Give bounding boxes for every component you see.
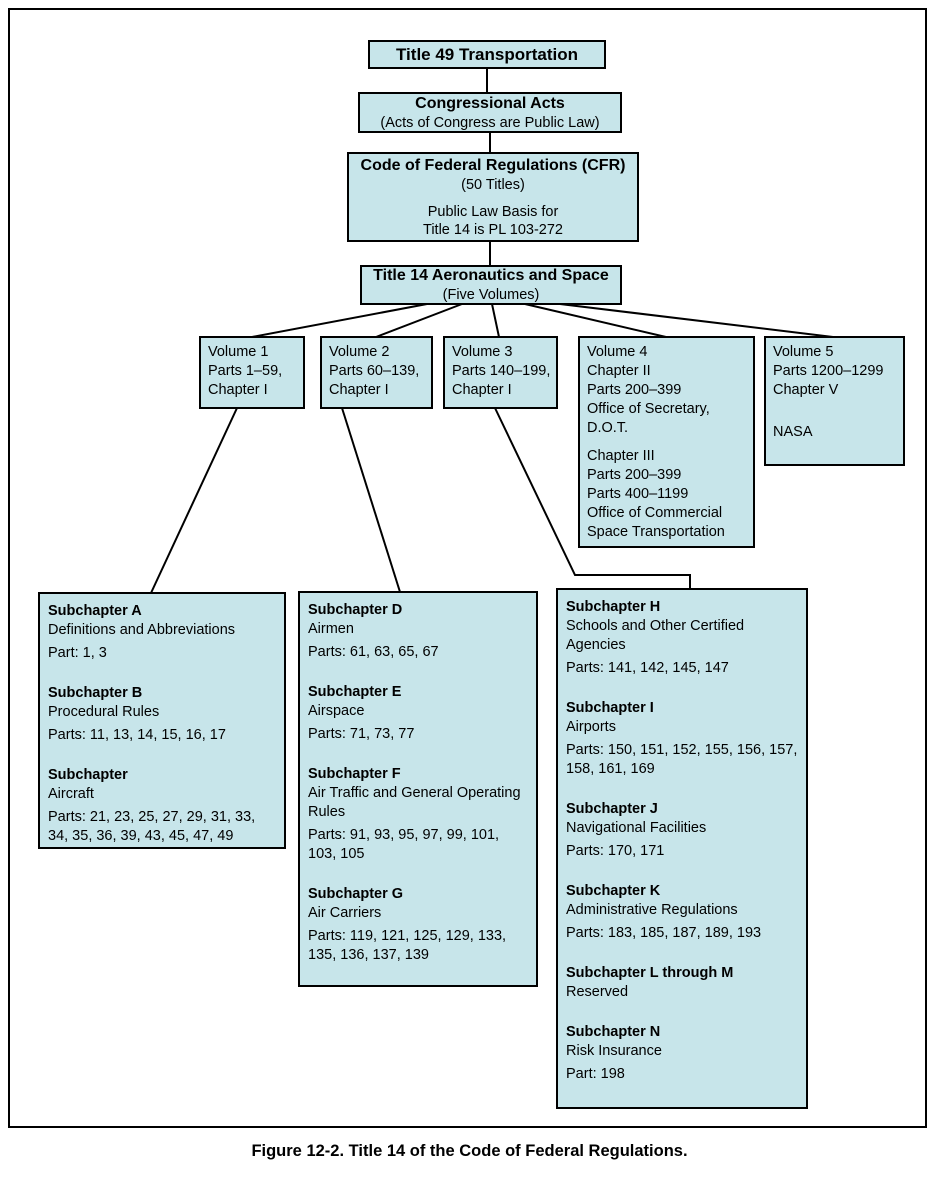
subchapter-group-f bbox=[308, 765, 528, 864]
subchapter-heading: Subchapter A bbox=[48, 603, 142, 619]
box-volume-2 bbox=[320, 336, 433, 409]
subchapter-parts: Parts: 170, 171 bbox=[566, 843, 665, 859]
subchapter-heading: Subchapter B bbox=[48, 685, 143, 701]
subchapter-heading: Subchapter J bbox=[566, 801, 658, 817]
subchapter-parts: Parts: 71, 73, 77 bbox=[308, 726, 415, 742]
subchapter-desc: Air Carriers bbox=[308, 905, 382, 921]
volume-3-line: Volume 3 bbox=[452, 344, 513, 360]
connector-vol1-subA bbox=[151, 408, 237, 593]
subchapter-parts: Parts: 150, 151, 152, 155, 156, 157, 158, 161, 169 bbox=[566, 742, 798, 777]
subchapter-group-g bbox=[308, 885, 528, 965]
subchapter-heading: Subchapter G bbox=[308, 886, 404, 902]
congressional-acts-title: Congressional Acts bbox=[415, 94, 565, 112]
title-14-subtitle: (Five Volumes) bbox=[442, 287, 540, 303]
title-14-title: Title 14 Aeronautics and Space bbox=[373, 267, 609, 284]
box-volume-1 bbox=[199, 336, 305, 409]
volume-4-line: Parts 200–399 bbox=[587, 382, 682, 398]
cfr-note-line1: Public Law Basis for bbox=[427, 203, 559, 220]
subchapter-heading: Subchapter E bbox=[308, 684, 402, 700]
subchapter-group-d bbox=[308, 601, 528, 662]
box-subchapters-h-n bbox=[556, 588, 808, 1109]
box-volume-4 bbox=[578, 336, 755, 548]
box-title-49 bbox=[368, 40, 606, 69]
volume-4-line: Parts 200–399 bbox=[587, 467, 682, 483]
subchapter-parts: Part: 198 bbox=[566, 1066, 625, 1082]
subchapter-parts: Parts: 183, 185, 187, 189, 193 bbox=[566, 925, 762, 941]
subchapter-parts: Part: 1, 3 bbox=[48, 645, 107, 661]
volume-4-line: D.O.T. bbox=[587, 420, 629, 436]
volume-3-line: Chapter I bbox=[452, 382, 512, 398]
subchapter-parts: Parts: 21, 23, 25, 27, 29, 31, 33, 34, 35, 36, 39, 43, 45, 47, 49 bbox=[48, 809, 256, 844]
box-congressional-acts bbox=[358, 92, 622, 133]
volume-1-line: Chapter I bbox=[208, 382, 268, 398]
cfr-note-line2: Title 14 is PL 103-272 bbox=[423, 221, 563, 238]
subchapter-group-a bbox=[48, 602, 276, 663]
subchapter-desc: Administrative Regulations bbox=[566, 902, 738, 918]
box-volume-5 bbox=[764, 336, 905, 466]
box-title-14 bbox=[360, 265, 622, 305]
subchapter-group-j bbox=[566, 800, 798, 861]
subchapter-group-c bbox=[48, 766, 276, 846]
subchapter-heading: Subchapter F bbox=[308, 766, 401, 782]
subchapter-parts: Parts: 11, 13, 14, 15, 16, 17 bbox=[48, 727, 226, 743]
subchapter-heading: Subchapter K bbox=[566, 883, 661, 899]
box-subchapters-d-g bbox=[298, 591, 538, 987]
subchapter-desc: Airports bbox=[566, 719, 616, 735]
subchapter-group-l-m bbox=[566, 964, 798, 1002]
subchapter-heading: Subchapter D bbox=[308, 602, 403, 618]
subchapter-group-b bbox=[48, 684, 276, 745]
subchapter-desc: Navigational Facilities bbox=[566, 820, 707, 836]
volume-3-line: Parts 140–199, bbox=[452, 363, 551, 379]
subchapter-heading: Subchapter I bbox=[566, 700, 654, 716]
subchapter-heading: Subchapter N bbox=[566, 1024, 661, 1040]
subchapter-desc: Airmen bbox=[308, 621, 354, 637]
volume-4-line: Office of Commercial bbox=[587, 505, 723, 521]
subchapter-heading: Subchapter H bbox=[566, 599, 661, 615]
subchapter-desc: Risk Insurance bbox=[566, 1043, 662, 1059]
subchapter-group-n bbox=[566, 1023, 798, 1084]
subchapter-parts: Parts: 91, 93, 95, 97, 99, 101, 103, 105 bbox=[308, 827, 500, 862]
volume-1-line: Parts 1–59, bbox=[208, 363, 283, 379]
subchapter-desc: Airspace bbox=[308, 703, 365, 719]
box-subchapters-a-c bbox=[38, 592, 286, 849]
volume-5-nasa-label: NASA bbox=[773, 424, 813, 440]
connector-title14-vol5 bbox=[560, 304, 833, 337]
volume-4-line: Office of Secretary, bbox=[587, 401, 710, 417]
subchapter-desc: Procedural Rules bbox=[48, 704, 160, 720]
volume-4-line: Space Transportation bbox=[587, 524, 725, 540]
volume-5-line: Chapter V bbox=[773, 382, 839, 398]
title-49-label: Title 49 Transportation bbox=[395, 44, 578, 64]
subchapter-desc: Air Traffic and General Operating Rules bbox=[308, 785, 521, 820]
subchapter-desc: Reserved bbox=[566, 984, 629, 1000]
connector-vol2-subD bbox=[342, 408, 400, 592]
volume-4-line: Volume 4 bbox=[587, 344, 648, 360]
subchapter-desc: Definitions and Abbreviations bbox=[48, 622, 236, 638]
congressional-acts-subtitle: (Acts of Congress are Public Law) bbox=[380, 114, 600, 131]
box-cfr bbox=[347, 152, 639, 242]
connector-title14-vol2 bbox=[376, 304, 462, 337]
subchapter-desc: Schools and Other Certified Agencies bbox=[566, 618, 745, 653]
volume-4-line: Parts 400–1199 bbox=[587, 486, 689, 502]
volume-2-line: Parts 60–139, bbox=[329, 363, 420, 379]
subchapter-parts: Parts: 141, 142, 145, 147 bbox=[566, 660, 729, 676]
subchapter-parts: Parts: 119, 121, 125, 129, 133, 135, 136, 137, 139 bbox=[308, 928, 507, 963]
connector-title14-vol3 bbox=[492, 304, 499, 337]
subchapter-group-k bbox=[566, 882, 798, 943]
volume-4-line: Chapter III bbox=[587, 448, 655, 464]
subchapter-desc: Aircraft bbox=[48, 786, 94, 802]
volume-2-line: Chapter I bbox=[329, 382, 389, 398]
figure-caption: Figure 12-2. Title 14 of the Code of Federal Regulations. bbox=[251, 1142, 688, 1160]
volume-1-line: Volume 1 bbox=[208, 344, 269, 360]
volume-5-line: Volume 5 bbox=[773, 344, 834, 360]
cfr-title: Code of Federal Regulations (CFR) bbox=[360, 156, 626, 174]
connector-title14-vol1 bbox=[252, 304, 427, 337]
volume-4-line: Chapter II bbox=[587, 363, 651, 379]
subchapter-heading: Subchapter L through M bbox=[566, 965, 734, 981]
subchapter-group-h bbox=[566, 598, 798, 678]
subchapter-parts: Parts: 61, 63, 65, 67 bbox=[308, 644, 439, 660]
subchapter-heading: Subchapter bbox=[48, 767, 128, 783]
box-volume-3 bbox=[443, 336, 558, 409]
subchapter-group-i bbox=[566, 699, 798, 779]
volume-5-line: Parts 1200–1299 bbox=[773, 363, 884, 379]
volume-2-line: Volume 2 bbox=[329, 344, 390, 360]
subchapter-group-e bbox=[308, 683, 528, 744]
cfr-subtitle: (50 Titles) bbox=[461, 176, 525, 193]
